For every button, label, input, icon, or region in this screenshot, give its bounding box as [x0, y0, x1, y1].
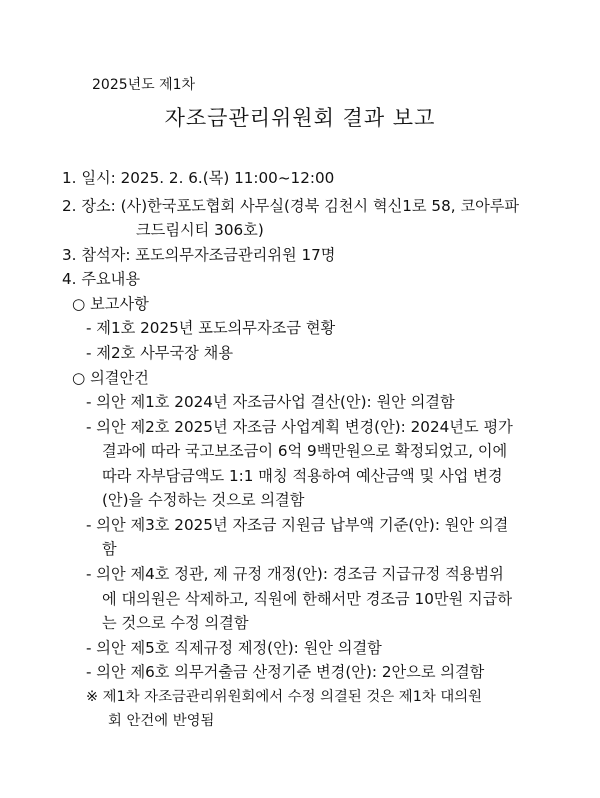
resolution-item-continued: 함: [102, 540, 117, 558]
item-place-continued: 크드림시티 306호): [136, 221, 264, 239]
item-date: 1. 일시: 2025. 2. 6.(목) 11:00~12:00: [62, 169, 335, 187]
resolution-item-continued: 에 대의원은 삭제하고, 직원에 한해서만 경조금 10만원 지급하: [102, 590, 513, 608]
reference-note: ※ 제1차 자조금관리위원회에서 수정 의결된 것은 제1차 대의원: [86, 689, 483, 705]
resolution-item: - 의안 제2호 2025년 자조금 사업계획 변경(안): 2024년도 평가: [86, 418, 513, 436]
item-place: 2. 장소: (사)한국포도협회 사무실(경북 김천시 혁신1로 58, 코아루파: [62, 197, 520, 215]
meeting-subtitle: 2025년도 제1차: [92, 77, 196, 93]
item-contents: 4. 주요내용: [62, 270, 141, 288]
resolution-item-continued: 결과에 따라 국고보조금이 6억 9백만원으로 확정되었고, 이에: [102, 442, 508, 460]
report-item: - 제2호 사무국장 채용: [86, 344, 233, 362]
resolution-item-continued: 는 것으로 수정 의결함: [102, 614, 249, 632]
resolution-item: - 의안 제6호 의무거출금 산정기준 변경(안): 2안으로 의결함: [86, 663, 485, 681]
resolution-item-continued: 따라 자부담금액도 1:1 매칭 적용하여 예산금액 및 사업 변경: [102, 467, 503, 485]
resolution-item: - 의안 제3호 2025년 자조금 지원금 납부액 기준(안): 원안 의결: [86, 516, 509, 534]
resolution-item: - 의안 제5호 직제규정 제정(안): 원안 의결함: [86, 639, 382, 657]
report-heading: ○ 보고사항: [72, 295, 149, 313]
reference-note-continued: 회 안건에 반영됨: [108, 713, 215, 729]
document-title: 자조금관리위원회 결과 보고: [164, 106, 436, 130]
report-item: - 제1호 2025년 포도의무자조금 현황: [86, 319, 336, 337]
item-attendees: 3. 참석자: 포도의무자조금관리위원 17명: [62, 246, 336, 264]
resolution-item: - 의안 제4호 정관, 제 규정 개정(안): 경조금 지급규정 적용범위: [86, 565, 504, 583]
resolution-heading: ○ 의결안건: [72, 369, 149, 387]
resolution-item-continued: (안)을 수정하는 것으로 의결함: [102, 491, 305, 509]
resolution-item: - 의안 제1호 2024년 자조금사업 결산(안): 원안 의결함: [86, 393, 455, 411]
